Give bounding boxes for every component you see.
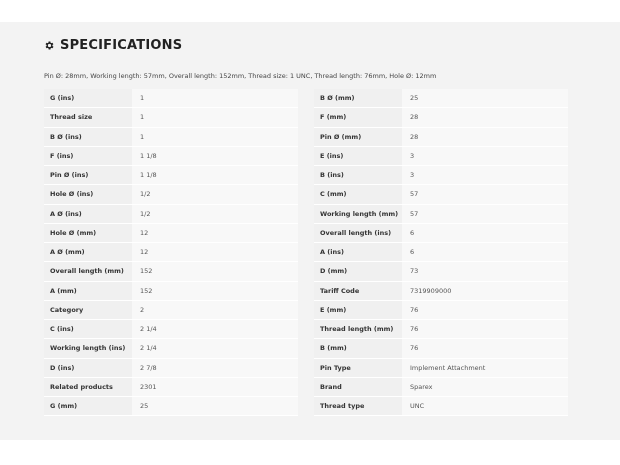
spec-label: F (mm) [314,108,402,126]
table-row [314,320,568,339]
spec-value: 28 [402,108,568,126]
spec-label: B (mm) [314,339,402,357]
spec-label: Thread length (mm) [314,320,402,338]
table-row [44,243,298,262]
table-row [44,224,298,243]
spec-value: 76 [402,339,568,357]
table-row [314,205,568,224]
table-row [314,301,568,320]
spec-label: B Ø (ins) [44,128,132,146]
spec-value: 2 [132,301,298,319]
spec-value: 2301 [132,378,298,396]
spec-label: F (ins) [44,147,132,165]
spec-value: 2 1/4 [132,339,298,357]
table-row [44,339,298,358]
table-row [314,378,568,397]
spec-value: 1/2 [132,205,298,223]
spec-label: B (ins) [314,166,402,184]
spec-label: A Ø (ins) [44,205,132,223]
spec-value: 152 [132,282,298,300]
spec-label: Pin Type [314,359,402,377]
gear-icon [44,40,55,51]
spec-value: 12 [132,243,298,261]
table-row [44,108,298,127]
spec-value: Sparex [402,378,568,396]
spec-label: Working length (mm) [314,205,402,223]
spec-label: C (ins) [44,320,132,338]
spec-value: UNC [402,397,568,415]
spec-value: 25 [402,89,568,107]
spec-label: Thread type [314,397,402,415]
table-row [314,243,568,262]
specs-table-left [44,89,298,416]
table-row [314,359,568,378]
spec-value: 1 [132,108,298,126]
table-row [314,166,568,185]
spec-label: Working length (ins) [44,339,132,357]
spec-value: 1 1/8 [132,166,298,184]
specs-table-right [314,89,568,416]
spec-value: 76 [402,320,568,338]
spec-value: 1/2 [132,185,298,203]
spec-label: Pin Ø (ins) [44,166,132,184]
spec-value: 7319909000 [402,282,568,300]
spec-value: 1 [132,89,298,107]
table-row [44,301,298,320]
spec-label: Pin Ø (mm) [314,128,402,146]
spec-label: D (ins) [44,359,132,377]
table-row [44,262,298,281]
spec-value: 1 1/8 [132,147,298,165]
spec-label: A (mm) [44,282,132,300]
spec-label: Tariff Code [314,282,402,300]
spec-label: G (mm) [44,397,132,415]
spec-label: E (mm) [314,301,402,319]
specs-summary: Pin Ø: 28mm, Working length: 57mm, Overall length: 152mm, Thread size: 1 UNC, Thread length: 76mm, Hole Ø: 12mm [44,72,437,80]
spec-label: Brand [314,378,402,396]
table-row [44,205,298,224]
table-row [314,262,568,281]
spec-value: 152 [132,262,298,280]
table-row [314,128,568,147]
table-row [44,359,298,378]
spec-label: Overall length (ins) [314,224,402,242]
spec-label: D (mm) [314,262,402,280]
table-row [314,282,568,301]
spec-value: 3 [402,147,568,165]
spec-value: 6 [402,224,568,242]
table-row [314,224,568,243]
table-row [314,185,568,204]
spec-label: Related products [44,378,132,396]
spec-label: Hole Ø (mm) [44,224,132,242]
spec-label: Overall length (mm) [44,262,132,280]
spec-value: 1 [132,128,298,146]
table-row [44,320,298,339]
spec-label: Thread size [44,108,132,126]
spec-value: 6 [402,243,568,261]
spec-value: 2 7/8 [132,359,298,377]
page-title: SPECIFICATIONS [60,38,183,53]
table-row [314,147,568,166]
table-row [44,166,298,185]
table-row [44,147,298,166]
spec-value: 57 [402,185,568,203]
spec-value: Implement Attachment [402,359,568,377]
spec-value: 57 [402,205,568,223]
table-row [44,397,298,416]
spec-value: 3 [402,166,568,184]
table-row [44,185,298,204]
table-row [44,282,298,301]
spec-value: 2 1/4 [132,320,298,338]
spec-label: A Ø (mm) [44,243,132,261]
table-row [314,89,568,108]
spec-value: 76 [402,301,568,319]
spec-label: A (ins) [314,243,402,261]
spec-label: G (ins) [44,89,132,107]
spec-label: B Ø (mm) [314,89,402,107]
spec-value: 12 [132,224,298,242]
spec-value: 28 [402,128,568,146]
spec-value: 73 [402,262,568,280]
table-row [44,128,298,147]
section-heading [44,38,182,53]
table-row [44,89,298,108]
spec-label: Hole Ø (ins) [44,185,132,203]
table-row [44,378,298,397]
spec-label: E (ins) [314,147,402,165]
table-row [314,397,568,416]
table-row [314,108,568,127]
spec-label: Category [44,301,132,319]
table-row [314,339,568,358]
spec-value: 25 [132,397,298,415]
spec-label: C (mm) [314,185,402,203]
